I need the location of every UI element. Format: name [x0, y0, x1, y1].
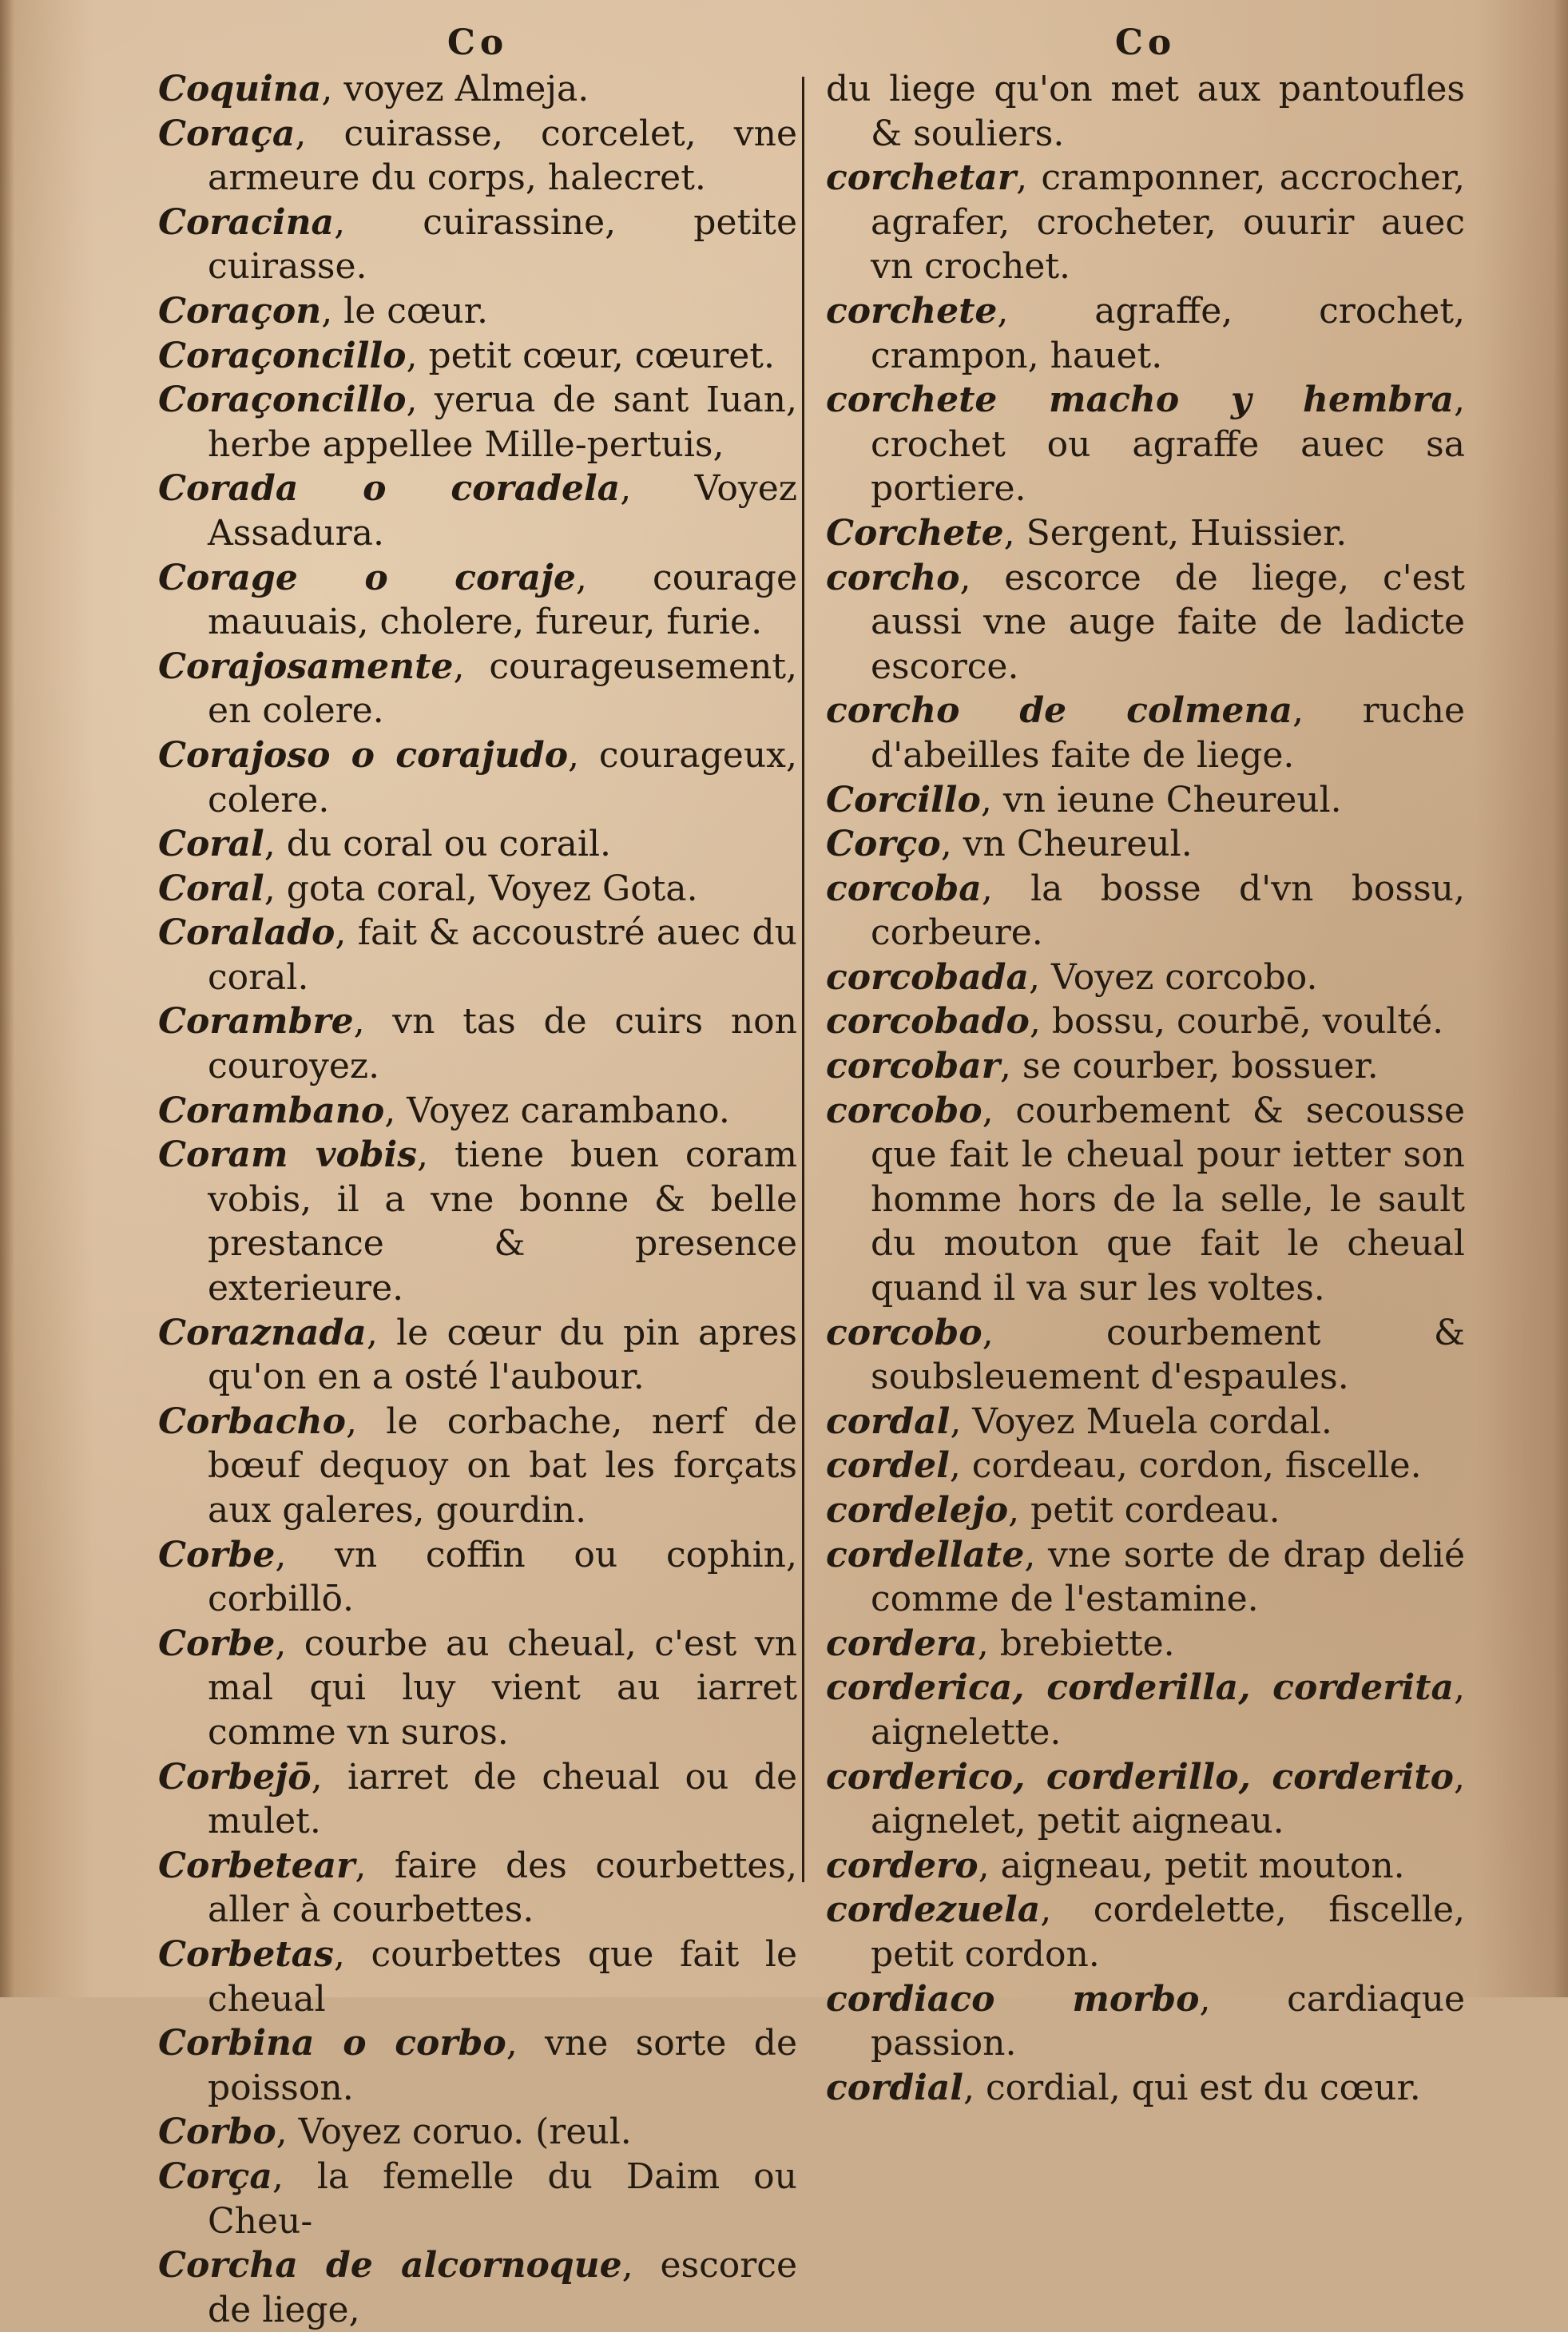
entry-headword: Corbe: [158, 1534, 276, 1575]
entry-headword: cordial: [826, 2067, 964, 2108]
entry-headword: Corambre: [158, 1001, 354, 1043]
dictionary-entry: [826, 822, 1465, 867]
entry-definition: , cordeau, cordon, fiscelle.: [949, 1445, 1422, 1487]
dictionary-entry: [826, 778, 1465, 823]
entry-headword: Corbacho: [158, 1400, 346, 1442]
entry-definition: , petit cordeau.: [1008, 1490, 1280, 1531]
entry-headword: Corajoso o corajudo: [158, 734, 569, 776]
dictionary-entry: [826, 1400, 1465, 1444]
dictionary-entry: [158, 733, 797, 822]
entry-headword: Corambano: [158, 1090, 385, 1131]
dictionary-entry: [158, 2243, 797, 2332]
page-edge-shadow-left: [0, 0, 14, 1997]
dictionary-entry: [826, 1755, 1465, 1844]
entry-headword: Corça: [158, 2155, 272, 2197]
right-entries: [826, 67, 1465, 2110]
entry-headword: Coraçon: [158, 290, 322, 332]
dictionary-entry: [826, 1089, 1465, 1311]
entry-definition: , fait & accoustré auec du coral.: [208, 912, 797, 998]
dictionary-entry: [826, 1977, 1465, 2066]
entry-headword: cordelejo: [826, 1490, 1009, 1531]
entry-headword: Coraça: [158, 113, 296, 154]
entry-headword: Coquina: [158, 69, 322, 109]
dictionary-entry: [826, 1622, 1465, 1667]
dictionary-entry: [826, 689, 1465, 777]
entry-headword: Corbo: [158, 2112, 276, 2153]
entry-definition: , aignelette.: [871, 1667, 1465, 1753]
entry-headword: corchete macho y hembra: [826, 379, 1454, 421]
entry-definition: , iarret de cheual ou de mulet.: [208, 1756, 797, 1842]
left-entries: [158, 67, 797, 2332]
dictionary-entry: [826, 156, 1465, 289]
entry-definition: , cordelette, fiscelle, petit cordon.: [871, 1889, 1465, 1975]
entry-headword: cordero: [826, 1845, 979, 1886]
dictionary-entry: [158, 289, 797, 334]
dictionary-entry: [826, 1533, 1465, 1622]
running-head-left: Co: [447, 22, 509, 63]
dictionary-entry: [158, 2021, 797, 2110]
entry-definition: , Sergent, Huissier.: [1003, 512, 1348, 554]
dictionary-entry: [826, 1311, 1465, 1400]
entry-definition: , aigneau, petit mouton.: [978, 1845, 1405, 1886]
entry-definition: , le cœur du pin apres qu'on en a osté l'aubour.: [208, 1312, 797, 1398]
entry-definition: , Voyez corcobo.: [1029, 956, 1318, 998]
left-column: [158, 22, 797, 2332]
entry-definition: , Voyez Assadura.: [208, 468, 797, 554]
dictionary-entry: [158, 911, 797, 999]
entry-definition: , escorce de liege, c'est aussi vne auge faite de ladicte escorce.: [871, 557, 1465, 687]
entry-headword: Corajosamente: [158, 646, 454, 687]
entry-headword: corcho: [826, 557, 960, 598]
dictionary-entry: [158, 67, 797, 112]
entry-headword: corderica, corderilla, corderita: [826, 1667, 1454, 1709]
entry-definition: , courage mauuais, cholere, fureur, furie.: [208, 557, 797, 643]
entry-headword: corcho de colmena: [826, 690, 1292, 732]
dictionary-entry: [158, 1933, 797, 2021]
entry-headword: corcobo: [826, 1312, 982, 1353]
entry-definition: du liege qu'on met aux pantoufles & souliers.: [826, 69, 1465, 154]
entry-definition: , bossu, courbē, voulté.: [1029, 1001, 1444, 1043]
entry-headword: corchetar: [826, 157, 1017, 199]
entry-headword: Corcillo: [826, 779, 981, 820]
entry-headword: cordellate: [826, 1534, 1025, 1575]
entry-definition: , brebiette.: [977, 1623, 1175, 1664]
entry-headword: Coraçoncillo: [158, 379, 407, 421]
entry-headword: Coral: [158, 868, 264, 909]
entry-definition: , cuirasse, corcelet, vne armeure du corps, halecret.: [208, 113, 797, 199]
entry-headword: Coral: [158, 824, 264, 865]
entry-headword: corcobada: [826, 956, 1030, 998]
dictionary-entry: [158, 1089, 797, 1134]
dictionary-entry: [158, 1311, 797, 1400]
dictionary-entry: [158, 822, 797, 867]
entry-definition: , yerua de sant Iuan, herbe appellee Mille-pertuis,: [208, 379, 797, 465]
dictionary-entry: [826, 2066, 1465, 2111]
entry-definition: , petit cœur, cœuret.: [406, 335, 775, 376]
entry-definition: , gota coral, Voyez Gota.: [264, 868, 698, 909]
entry-headword: Coram vobis: [158, 1134, 418, 1176]
entry-definition: , courbement & secousse que fait le cheual pour ietter son homme hors de la selle, le sault du mouton que fait le cheual quand il va sur les voltes.: [871, 1090, 1465, 1309]
entry-headword: Coraznada: [158, 1312, 367, 1353]
dictionary-entry: [158, 2110, 797, 2155]
entry-definition: , agraffe, crochet, crampon, hauet.: [871, 290, 1465, 376]
dictionary-entry: [826, 1444, 1465, 1488]
dictionary-entry: [826, 1888, 1465, 1976]
entry-definition: , se courber, bossuer.: [999, 1046, 1379, 1087]
entry-definition: , vn ieune Cheureul.: [980, 779, 1342, 820]
entry-headword: Coraçoncillo: [158, 335, 407, 376]
dictionary-entry: [826, 999, 1465, 1044]
dictionary-entry: [158, 467, 797, 555]
dictionary-entry: [158, 645, 797, 733]
entry-definition: , ruche d'abeilles faite de liege.: [871, 690, 1465, 776]
dictionary-entry: [158, 1622, 797, 1755]
dictionary-entry: [826, 867, 1465, 955]
entry-definition: , vne sorte de drap delié comme de l'estamine.: [871, 1534, 1465, 1620]
entry-headword: corcobo: [826, 1090, 982, 1131]
entry-definition: , courageusement, en colere.: [208, 646, 797, 732]
dictionary-entry: [158, 112, 797, 201]
entry-definition: , cramponner, accrocher, agrafer, crocheter, ouurir auec vn crochet.: [871, 157, 1465, 288]
entry-definition: , courbettes que fait le cheual: [208, 1933, 797, 2020]
running-head-right: Co: [1114, 22, 1177, 63]
dictionary-entry: [826, 67, 1465, 156]
entry-headword: cordal: [826, 1400, 951, 1442]
dictionary-entry: [826, 511, 1465, 556]
entry-definition: , vn coffin ou cophin, corbillō.: [208, 1534, 797, 1620]
entry-definition: , courbement & soubsleuement d'espaules.: [871, 1312, 1465, 1398]
entry-headword: Corage o coraje: [158, 557, 576, 598]
dictionary-entry: [158, 1533, 797, 1622]
column-divider: [802, 77, 804, 1882]
entry-definition: , vn Cheureul.: [940, 824, 1193, 865]
entry-definition: , la bosse d'vn bossu, corbeure.: [871, 868, 1465, 954]
entry-headword: Corço: [826, 824, 941, 865]
entry-headword: corcobado: [826, 1001, 1030, 1043]
entry-headword: Corbetear: [158, 1845, 355, 1886]
entry-headword: cordiaco morbo: [826, 1978, 1200, 2020]
entry-definition: , Voyez coruo. (reul.: [276, 2112, 632, 2153]
entry-definition: , aignelet, petit aigneau.: [871, 1756, 1465, 1842]
entry-definition: , cardiaque passion.: [871, 1978, 1465, 2064]
entry-definition: , courageux, colere.: [208, 734, 797, 820]
entry-definition: , faire des courbettes, aller à courbettes.: [208, 1845, 797, 1931]
entry-headword: Corchete: [826, 512, 1004, 554]
entry-headword: Coralado: [158, 912, 335, 954]
entry-definition: , du coral ou corail.: [264, 824, 612, 865]
dictionary-entry: [158, 2155, 797, 2243]
dictionary-entry: [158, 1844, 797, 1933]
entry-definition: , le cœur.: [321, 290, 488, 332]
page-edge-shadow-right: [1554, 0, 1568, 1997]
dictionary-entry: [158, 1755, 797, 1844]
entry-headword: corcobar: [826, 1046, 1000, 1087]
entry-definition: , Voyez Muela cordal.: [950, 1400, 1332, 1442]
entry-headword: Corbe: [158, 1623, 276, 1664]
entry-definition: , vn tas de cuirs non couroyez.: [208, 1001, 797, 1087]
dictionary-entry: [158, 556, 797, 645]
dictionary-entry: [158, 1400, 797, 1533]
entry-headword: cordezuela: [826, 1889, 1041, 1931]
entry-definition: , tiene buen coram vobis, il a vne bonne & belle prestance & presence exterieure.: [208, 1134, 797, 1309]
entry-headword: cordera: [826, 1623, 978, 1664]
right-column: [826, 22, 1465, 2110]
entry-headword: corcoba: [826, 868, 982, 909]
dictionary-entry: [826, 378, 1465, 511]
dictionary-entry: [158, 1133, 797, 1310]
entry-definition: , cuirassine, petite cuirasse.: [208, 201, 797, 288]
dictionary-entry: [826, 556, 1465, 689]
entry-definition: , cordial, qui est du cœur.: [963, 2067, 1421, 2108]
dictionary-entry: [826, 1666, 1465, 1754]
entry-headword: cordel: [826, 1445, 950, 1487]
entry-headword: Corcha de alcornoque: [158, 2245, 622, 2286]
entry-headword: corchete: [826, 290, 998, 332]
entry-definition: , Voyez carambano.: [384, 1090, 730, 1131]
dictionary-entry: [826, 1044, 1465, 1089]
entry-headword: corderico, corderillo, corderito: [826, 1756, 1454, 1798]
dictionary-entry: [158, 334, 797, 379]
entry-headword: Coracina: [158, 201, 335, 243]
entry-definition: , crochet ou agraffe auec sa portiere.: [871, 379, 1465, 510]
dictionary-entry: [158, 201, 797, 289]
entry-definition: , courbe au cheual, c'est vn mal qui luy vient au iarret comme vn suros.: [208, 1623, 797, 1753]
entry-headword: Corbetas: [158, 1933, 334, 1975]
dictionary-entry: [158, 867, 797, 912]
entry-definition: , vne sorte de poisson.: [208, 2023, 797, 2108]
entry-headword: Corbejō: [158, 1756, 312, 1798]
entry-definition: , la femelle du Daim ou Cheu-: [208, 2155, 797, 2242]
dictionary-entry: [158, 999, 797, 1088]
entry-definition: , le corbache, nerf de bœuf dequoy on bat les forçats aux galeres, gourdin.: [208, 1400, 797, 1531]
dictionary-entry: [826, 289, 1465, 378]
dictionary-entry: [826, 955, 1465, 1000]
dictionary-entry: [826, 1488, 1465, 1533]
dictionary-entry: [158, 378, 797, 467]
entry-definition: , escorce de liege,: [208, 2245, 797, 2330]
entry-headword: Corada o coradela: [158, 468, 621, 510]
entry-definition: , voyez Almeja.: [321, 69, 589, 109]
dictionary-entry: [826, 1844, 1465, 1889]
entry-headword: Corbina o corbo: [158, 2023, 506, 2064]
